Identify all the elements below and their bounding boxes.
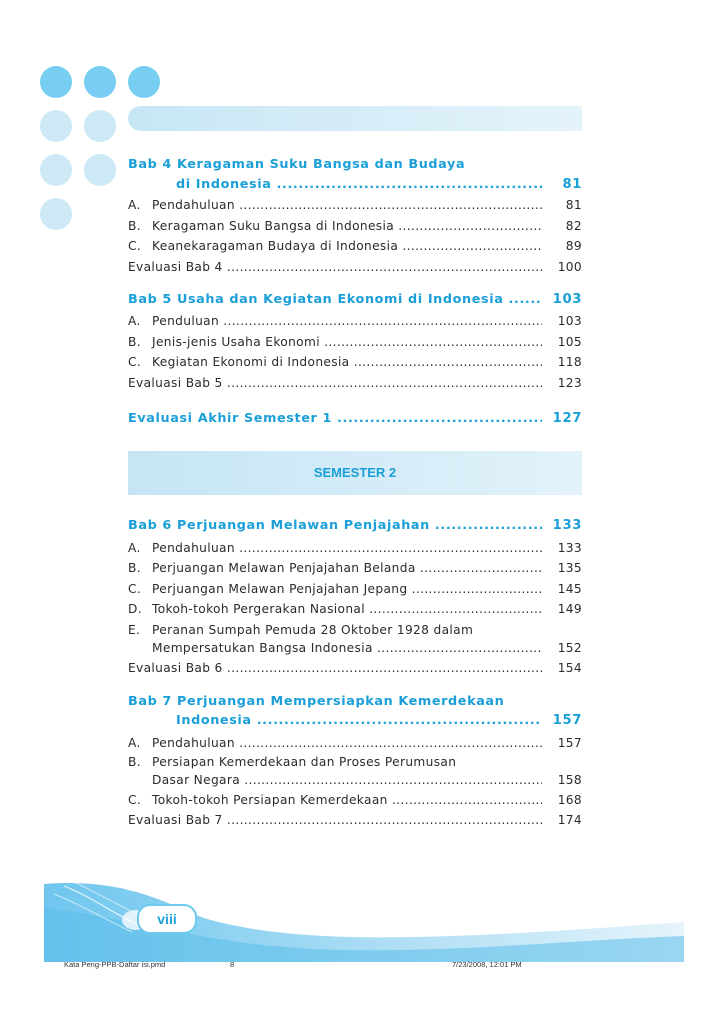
decor-circle [84, 110, 116, 142]
toc-entry[interactable]: C. Tokoh-tokoh Persiapan Kemerdekaan ..... 168 [128, 793, 582, 807]
toc-entry[interactable]: A. Pendahuluan ..... 157 [128, 736, 582, 750]
toc-entry-evaluation[interactable]: Evaluasi Bab 7 ..... 174 [128, 813, 582, 827]
toc-entry[interactable]: D. Tokoh-tokoh Pergerakan Nasional ..... 149 [128, 602, 582, 616]
chapter-4-page: 81 [562, 177, 582, 192]
toc-entry[interactable]: B. Keragaman Suku Bangsa di Indonesia ..... 82 [128, 219, 582, 233]
decor-circle [84, 154, 116, 186]
chapter-4-title-cont: di Indonesia ..... [128, 177, 542, 192]
toc-entry-evaluation[interactable]: Evaluasi Bab 6 ..... 154 [128, 661, 582, 675]
toc-entry-evaluation[interactable]: Evaluasi Bab 4 ..... 100 [128, 260, 582, 274]
decor-circle [40, 154, 72, 186]
toc-entry[interactable]: C. Keanekaragaman Budaya di Indonesia ..... 89 [128, 239, 582, 253]
decor-circle [84, 66, 116, 98]
semester-title: SEMESTER 2 [313, 465, 397, 480]
toc-entry-line2[interactable]: Dasar Negara ..... 158 [128, 773, 582, 787]
toc-entry-line2[interactable]: Mempersatukan Bangsa Indonesia ..... 152 [128, 641, 582, 655]
semester-1-evaluation-entry[interactable]: Evaluasi Akhir Semester 1 ..... 127 [128, 411, 582, 426]
slug-sheet-number: 8 [230, 960, 235, 969]
toc-entry[interactable]: A. Pendahuluan ..... 81 [128, 198, 582, 212]
header-bar [128, 106, 582, 131]
toc-entry-line1[interactable]: E. Peranan Sumpah Pemuda 28 Oktober 1928 dalam [128, 623, 474, 637]
decor-circle [128, 66, 160, 98]
decor-circle [40, 110, 72, 142]
toc-entry[interactable]: C. Perjuangan Melawan Penjajahan Jepang ..... 145 [128, 582, 582, 596]
slug-file-name: Kata Peng-PPB-Daftar isi.pmd [64, 960, 166, 969]
chapter-6-entry[interactable]: Bab 6 Perjuangan Melawan Penjajahan ..... 133 [128, 518, 582, 533]
chapter-5-entry[interactable]: Bab 5 Usaha dan Kegiatan Ekonomi di Indonesia ..... 103 [128, 292, 582, 307]
toc-entry[interactable]: C. Kegiatan Ekonomi di Indonesia ..... 118 [128, 355, 582, 369]
chapter-4-entry[interactable] [128, 177, 582, 192]
page-number-badge: viii [137, 904, 197, 934]
toc-entry-line1[interactable]: B. Persiapan Kemerdekaan dan Proses Perumusan [128, 755, 457, 769]
chapter-7-title: Bab 7 Perjuangan Mempersiapkan Kemerdekaan [128, 694, 505, 709]
toc-entry[interactable]: B. Perjuangan Melawan Penjajahan Belanda ..... 135 [128, 561, 582, 575]
toc-entry[interactable]: A. Penduluan ..... 103 [128, 314, 582, 328]
toc-entry[interactable]: B. Jenis-jenis Usaha Ekonomi ..... 105 [128, 335, 582, 349]
decor-circle [40, 198, 72, 230]
slug-timestamp: 7/23/2008, 12:01 PM [452, 960, 522, 969]
chapter-4-title: Bab 4 Keragaman Suku Bangsa dan Budaya [128, 157, 466, 172]
toc-entry[interactable]: A. Pendahuluan ..... 133 [128, 541, 582, 555]
decor-circle [40, 66, 72, 98]
chapter-7-entry[interactable]: Indonesia ..... 157 [128, 713, 582, 728]
toc-entry-evaluation[interactable]: Evaluasi Bab 5 ..... 123 [128, 376, 582, 390]
